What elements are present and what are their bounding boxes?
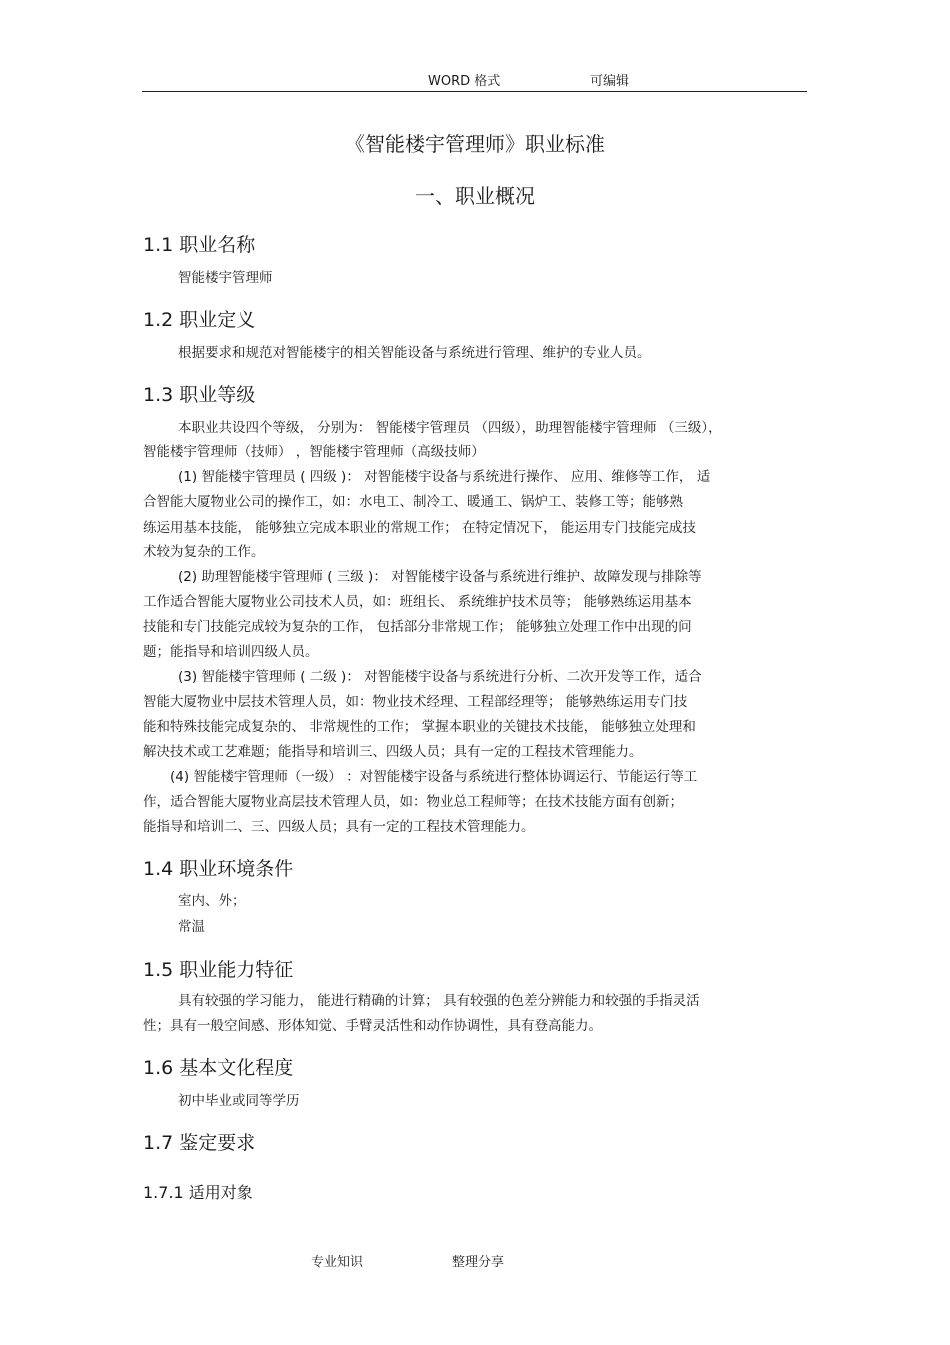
- environment-line-1: 室内、外；: [178, 893, 246, 909]
- document-title: 《智能楼宇管理师》职业标准: [345, 132, 605, 156]
- grade-4-line-1: (4) 智能楼宇管理师（一级） ：对智能楼宇设备与系统进行整体协调运行、节能运行等工: [170, 769, 698, 785]
- footer-right-text: 整理分享: [452, 1255, 505, 1270]
- grade-2-line-3: 技能和专门技能完成较为复杂的工作， 包括部分非常规工作； 能够独立处理工作中出现的问: [143, 619, 692, 635]
- grade-4-line-3: 能指导和培训二、三、四级人员；具有一定的工程技术管理能力。: [143, 819, 535, 835]
- grade-4-line-2: 作，适合智能大厦物业高层技术管理人员，如：物业总工程师等；在技术技能方面有创新；: [143, 794, 683, 810]
- section-heading-1-1: 1.1 职业名称: [143, 234, 256, 256]
- grades-intro-line-1: 本职业共设四个等级， 分别为： 智能楼宇管理员 （四级），助理智能楼宇管理师 （三级），: [178, 420, 722, 436]
- grade-1-line-2: 合智能大厦物业公司的操作工，如：水电工、制冷工、暖通工、锅炉工、装修工等；能够熟: [143, 494, 683, 510]
- grade-3-line-1: (3) 智能楼宇管理师 ( 二级 )： 对智能楼宇设备与系统进行分析、二次开发等工作，适合: [178, 669, 702, 685]
- grade-3-line-2: 智能大厦物业中层技术管理人员，如：物业技术经理、工程部经理等； 能够熟练运用专门技: [143, 694, 688, 710]
- section-heading-1-2: 1.2 职业定义: [143, 309, 256, 331]
- subsection-heading-1-7-1: 1.7.1 适用对象: [143, 1183, 253, 1202]
- grades-intro-line-2: 智能楼宇管理师（技师） ，智能楼宇管理师（高级技师）: [143, 444, 485, 460]
- section-heading-1-4: 1.4 职业环境条件: [143, 858, 294, 880]
- section-body-1-2: 根据要求和规范对智能楼宇的相关智能设备与系统进行管理、维护的专业人员。: [178, 345, 651, 361]
- grade-3-line-3: 能和特殊技能完成复杂的、 非常规性的工作； 掌握本职业的关键技术技能， 能够独立处理和: [143, 719, 696, 735]
- grade-3-line-4: 解决技术或工艺难题；能指导和培训三、四级人员；具有一定的工程技术管理能力。: [143, 744, 643, 760]
- ability-line-1: 具有较强的学习能力， 能进行精确的计算； 具有较强的色差分辨能力和较强的手指灵活: [178, 993, 700, 1009]
- header-right-text: 可编辑: [590, 74, 630, 89]
- grade-1-line-4: 术较为复杂的工作。: [143, 544, 265, 560]
- grade-1-line-1: (1) 智能楼宇管理员 ( 四级 )： 对智能楼宇设备与系统进行操作、 应用、维修等工作， 适: [178, 469, 711, 485]
- section-body-1-1: 智能楼宇管理师: [178, 270, 273, 286]
- section-heading-1-3: 1.3 职业等级: [143, 384, 256, 406]
- header-rule: [142, 91, 807, 92]
- section-heading-1-7: 1.7 鉴定要求: [143, 1132, 256, 1154]
- section-heading-1-5: 1.5 职业能力特征: [143, 959, 294, 981]
- header-left-text: WORD 格式: [428, 74, 501, 89]
- section-body-1-6: 初中毕业或同等学历: [178, 1093, 300, 1109]
- grade-2-line-2: 工作适合智能大厦物业公司技术人员，如：班组长、 系统维护技术员等； 能够熟练运用基本: [143, 594, 692, 610]
- footer-left-text: 专业知识: [311, 1255, 364, 1270]
- environment-line-2: 常温: [178, 919, 205, 935]
- grade-2-line-4: 题；能指导和培训四级人员。: [143, 644, 319, 660]
- chapter-title: 一、职业概况: [415, 184, 535, 208]
- grade-2-line-1: (2) 助理智能楼宇管理师 ( 三级 )： 对智能楼宇设备与系统进行维护、故障发现与排除等: [178, 569, 702, 585]
- grade-1-line-3: 练运用基本技能， 能够独立完成本职业的常规工作； 在特定情况下， 能运用专门技能完成技: [143, 520, 696, 536]
- ability-line-2: 性；具有一般空间感、形体知觉、手臂灵活性和动作协调性，具有登高能力。: [143, 1018, 602, 1034]
- section-heading-1-6: 1.6 基本文化程度: [143, 1057, 294, 1079]
